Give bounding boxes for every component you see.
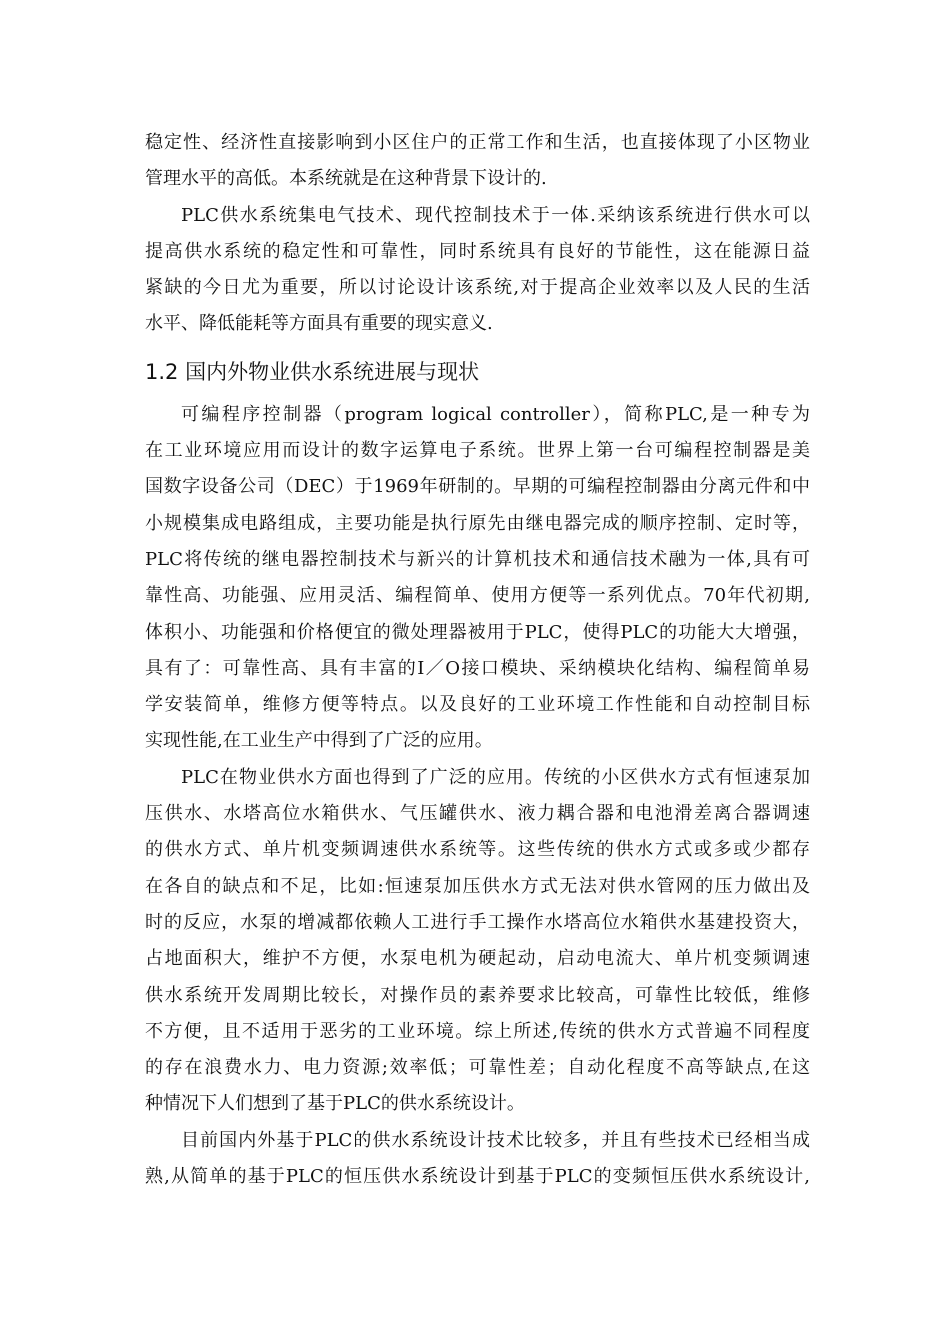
- paragraph-current-status: [145, 1123, 810, 1196]
- text-line: 的供水方式、单片机变频调速供水系统等。这些传统的供水方式或多或少都存: [145, 839, 810, 861]
- text-line: 在工业环境应用而设计的数字运算电子系统。世界上第一台可编程控制器是美: [145, 440, 810, 462]
- text-line: 压供水、水塔高位水箱供水、气压罐供水、液力耦合器和电池滑差离合器调速: [145, 803, 810, 825]
- text-line: 国数字设备公司（DEC）于1969年研制的。早期的可编程控制器由分离元件和中: [145, 476, 810, 498]
- text-line: 熟,从简单的基于PLC的恒压供水系统设计到基于PLC的变频恒压供水系统设计,: [145, 1166, 810, 1188]
- paragraph-plc-system: [145, 198, 810, 343]
- text-line: 在各自的缺点和不足，比如:恒速泵加压供水方式无法对供水管网的压力做出及: [145, 875, 810, 897]
- page-content: [145, 125, 810, 1195]
- text-line: 管理水平的高低。本系统就是在这种背景下设计的.: [145, 168, 547, 190]
- text-line: 小规模集成电路组成，主要功能是执行原先由继电器完成的顺序控制、定时等，: [145, 512, 810, 534]
- text-line: 种情况下人们想到了基于PLC的供水系统设计。: [145, 1093, 525, 1115]
- text-line: PLC在物业供水方面也得到了广泛的应用。传统的小区供水方式有恒速泵加: [181, 766, 810, 788]
- paragraph-continuation: [145, 125, 810, 198]
- text-line: 时的反应，水泵的增减都依赖人工进行手工操作水塔高位水箱供水基建投资大，: [145, 911, 810, 933]
- paragraph-plc-water-supply: [145, 760, 810, 1123]
- text-line: 可编程序控制器（program logical controller），简称PLC,是一种专为: [181, 403, 810, 425]
- section-heading: 1.2 国内外物业供水系统进展与现状: [145, 359, 480, 384]
- text-line: 水平、降低能耗等方面具有重要的现实意义.: [145, 313, 493, 335]
- text-line: 体积小、功能强和价格便宜的微处理器被用于PLC，使得PLC的功能大大增强，: [145, 621, 810, 643]
- text-line: 提高供水系统的稳定性和可靠性，同时系统具有良好的节能性，这在能源日益: [145, 240, 810, 262]
- text-line: 靠性高、功能强、应用灵活、编程简单、使用方便等一系列优点。70年代初期,: [145, 585, 810, 607]
- text-line: PLC供水系统集电气技术、现代控制技术于一体.采纳该系统进行供水可以: [181, 204, 810, 226]
- text-line: 紧缺的今日尤为重要，所以讨论设计该系统,对于提高企业效率以及人民的生活: [145, 277, 810, 299]
- text-line: 占地面积大，维护不方便，水泵电机为硬起动，启动电流大、单片机变频调速: [145, 948, 810, 970]
- text-line: 的存在浪费水力、电力资源;效率低；可靠性差；自动化程度不高等缺点,在这: [145, 1057, 810, 1079]
- text-line: 稳定性、经济性直接影响到小区住户的正常工作和生活，也直接体现了小区物业: [145, 132, 810, 153]
- text-line: 供水系统开发周期比较长，对操作员的素养要求比较高，可靠性比较低，维修: [145, 984, 810, 1006]
- text-line: 实现性能,在工业生产中得到了广泛的应用。: [145, 730, 493, 752]
- text-line: 目前国内外基于PLC的供水系统设计技术比较多，并且有些技术已经相当成: [181, 1129, 810, 1151]
- text-line: 不方便，且不适用于恶劣的工业环境。综上所述,传统的供水方式普遍不同程度: [145, 1020, 810, 1042]
- text-line: 学安装简单，维修方便等特点。以及良好的工业环境工作性能和自动控制目标: [145, 694, 810, 716]
- paragraph-plc-intro: [145, 397, 810, 760]
- text-line: PLC将传统的继电器控制技术与新兴的计算机技术和通信技术融为一体,具有可: [145, 548, 810, 570]
- text-line: 具有了：可靠性高、具有丰富的I／O接口模块、采纳模块化结构、编程简单易: [145, 657, 810, 679]
